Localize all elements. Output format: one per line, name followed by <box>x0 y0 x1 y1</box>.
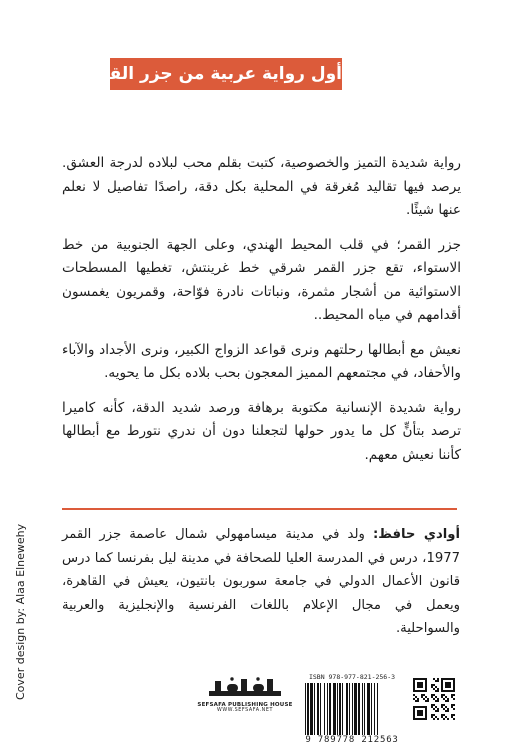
isbn-label: ISBN 978-977-821-256-3 <box>308 673 396 681</box>
blurb-paragraph: نعيش مع أبطالها رحلتهم ونرى قواعد الزواج الكبير، ونرى الأجداد والآباء والأحفاد، في مجتمعهم المميز المعجون بحب بلاده بكل ما يحويه. <box>62 341 461 381</box>
publisher-name: SEFSAFA PUBLISHING HOUSE <box>197 702 293 708</box>
cover-design-credit: Cover design by: Alaa Elnewehy <box>14 523 27 700</box>
author-bio <box>62 523 460 641</box>
blurb-paragraph: رواية شديدة الإنسانية مكتوبة برهافة ورصد شديد الدقة، كأنه كاميرا ترصد بتأنٍّ كل ما يدور حولها لتجعلنا دون أن ندري نتورط مع أبطالها كأننا نعيش معهم. <box>62 399 461 463</box>
blurb <box>62 152 461 478</box>
barcode-bars <box>303 683 401 735</box>
tagline-banner: أول رواية عربية من جزر القمر وعنها <box>110 58 342 90</box>
author-bio-text: ولد في مدينة ميسامهولي شمال عاصمة جزر القمر 1977، درس في المدرسة العليا للصحافة في مدينة ليل بفرنسا كما درس قانون الأعمال الدولي في جامعة سوربون بانتيون، يعيش في القاهرة، ويعمل في مجال الإعلام باللغات الفرنسية والإنجليزية والعربية والسواحلية. <box>62 527 460 636</box>
isbn-barcode <box>298 673 406 745</box>
publisher-logo <box>195 676 295 713</box>
blurb-paragraph: رواية شديدة التميز والخصوصية، كتبت بقلم محب لبلاده لدرجة العشق. يرصد فيها تقاليد مُغرقة في المحلية بكل دقة، راصدًا تفاصيل لا نعلم عنها شيئًا. <box>62 155 461 218</box>
publisher-url: WWW.SEFSAFA.NET <box>217 708 273 713</box>
author-name: أوادي حافظ: <box>372 527 461 542</box>
divider <box>62 508 457 510</box>
blurb-paragraph: جزر القمر؛ في قلب المحيط الهندي، وعلى الجهة الجنوبية من خط الاستواء، تقع جزر القمر شرقي خط غرينتش، تغطيها المسطحات الاستوائية من أشجار مثمرة، ونباتات نادرة فوّاحة، وقمريون يغمسون أقدامهم في مياه المحيط.. <box>62 236 461 323</box>
qr-code <box>413 678 455 720</box>
barcode-digits: 9 789778 212563 <box>305 735 399 745</box>
publisher-logo-mark <box>205 676 285 700</box>
